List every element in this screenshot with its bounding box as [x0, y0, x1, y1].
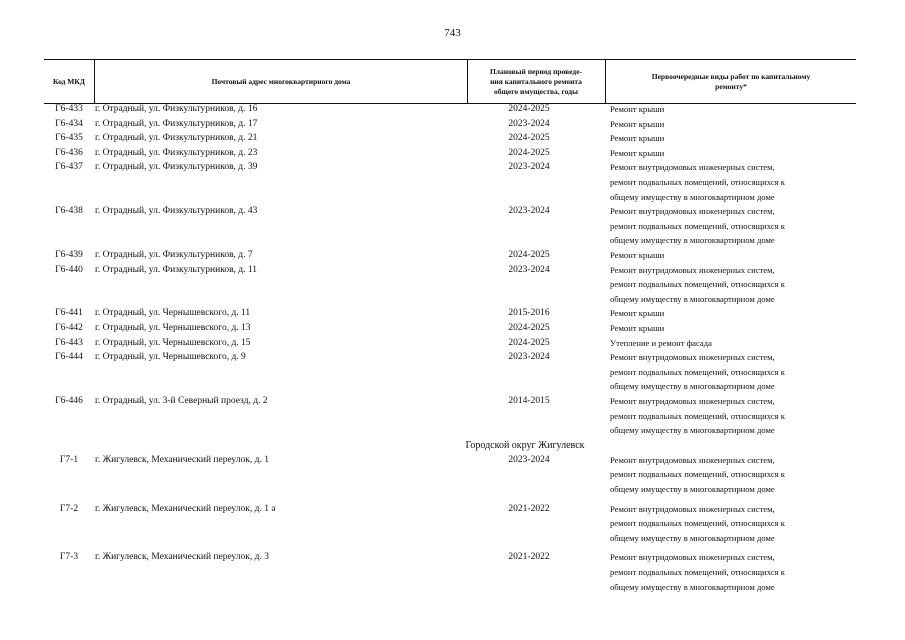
- works-line: Ремонт крыши: [610, 118, 665, 129]
- cell-code: Г6-441: [55, 308, 83, 319]
- table-row: [44, 146, 856, 161]
- works-line: ремонт подвальных помещений, относящихся к: [610, 410, 785, 421]
- works-line: Ремонт крыши: [610, 322, 665, 333]
- row-group-otradny: [44, 102, 856, 438]
- cell-period: 2024-2025: [508, 322, 550, 333]
- cell-period: 2021-2022: [508, 503, 550, 514]
- works-line: Ремонт крыши: [610, 104, 665, 114]
- cell-code: Г6-442: [55, 322, 83, 333]
- page-number: 743: [444, 27, 461, 39]
- cell-works: [610, 248, 850, 263]
- cell-period: 2024-2025: [508, 249, 550, 260]
- cell-address: г. Отрадный, ул. Физкультурников, д. 43: [95, 206, 258, 217]
- cell-code: Г6-433: [55, 104, 83, 114]
- header-period-line: общего имущества, годы: [494, 86, 578, 96]
- cell-period: 2023-2024: [508, 264, 550, 275]
- cell-period: 2021-2022: [508, 552, 550, 563]
- cell-address: г. Отрадный, ул. Чернышевского, д. 9: [95, 352, 246, 363]
- works-line: общему имуществу в многоквартирном доме: [610, 235, 775, 246]
- cell-address: г. Отрадный, ул. Физкультурников, д. 23: [95, 147, 258, 158]
- cell-address: г. Отрадный, ул. 3-й Северный проезд, д. 2: [95, 395, 268, 406]
- header-period-line: ния капитального ремонта: [490, 76, 582, 86]
- cell-address: г. Отрадный, ул. Чернышевского, д. 13: [95, 322, 251, 333]
- header-address: Почтовый адрес многоквартирного дома: [211, 76, 351, 86]
- works-line: Утепление и ремонт фасада: [610, 337, 712, 348]
- cell-period: 2023-2024: [508, 454, 550, 465]
- table-row: [44, 102, 856, 117]
- header-period-line: Плановый период проведе-: [489, 66, 583, 76]
- works-line: Ремонт внутридомовых инженерных систем,: [610, 552, 775, 563]
- works-line: Ремонт внутридомовых инженерных систем,: [610, 162, 775, 173]
- cell-code: Г6-439: [55, 249, 83, 260]
- works-line: общему имуществу в многоквартирном доме: [610, 381, 775, 392]
- cell-works: [610, 502, 850, 546]
- cell-works: [610, 550, 850, 594]
- works-line: Ремонт внутридомовых инженерных систем,: [610, 395, 775, 406]
- cell-works: [610, 453, 850, 497]
- cell-code: Г6-434: [55, 118, 83, 129]
- works-line: Ремонт крыши: [610, 147, 665, 158]
- cell-address: г. Жигулевск, Механический переулок, д. 1 а: [95, 503, 276, 514]
- cell-period: 2024-2025: [508, 147, 550, 158]
- works-line: общему имуществу в многоквартирном доме: [610, 191, 775, 202]
- table-row: [44, 502, 856, 551]
- cell-code: Г6-446: [55, 395, 83, 406]
- table-row: [44, 263, 856, 307]
- row-group-zhigulevsk: [44, 453, 856, 599]
- section-title: Городской округ Жигулевск: [465, 439, 585, 451]
- works-line: ремонт подвальных помещений, относящихся к: [610, 469, 785, 480]
- table-row: [44, 248, 856, 263]
- works-line: Ремонт внутридомовых инженерных систем,: [610, 264, 775, 275]
- works-line: Ремонт внутридомовых инженерных систем,: [610, 503, 775, 514]
- cell-works: [610, 102, 850, 117]
- cell-code: Г6-443: [55, 337, 83, 348]
- works-line: общему имуществу в многоквартирном доме: [610, 425, 775, 436]
- header-works: [606, 60, 856, 103]
- cell-works: [610, 117, 850, 132]
- works-line: ремонт подвальных помещений, относящихся к: [610, 366, 785, 377]
- header-code: Код МКД: [53, 76, 85, 86]
- table-row: [44, 306, 856, 321]
- cell-period: 2024-2025: [508, 104, 550, 114]
- cell-code: Г6-435: [55, 133, 83, 144]
- table-body: [44, 102, 856, 599]
- works-line: Ремонт крыши: [610, 133, 665, 144]
- works-line: ремонт подвальных помещений, относящихся к: [610, 220, 785, 231]
- table-row: [44, 550, 856, 599]
- cell-period: 2024-2025: [508, 133, 550, 144]
- cell-works: [610, 131, 850, 146]
- cell-period: 2015-2016: [508, 308, 550, 319]
- works-line: общему имуществу в многоквартирном доме: [610, 293, 775, 304]
- cell-period: 2023-2024: [508, 162, 550, 173]
- cell-works: [610, 321, 850, 336]
- cell-period: 2023-2024: [508, 206, 550, 217]
- works-line: ремонт подвальных помещений, относящихся к: [610, 279, 785, 290]
- cell-period: 2023-2024: [508, 118, 550, 129]
- works-line: Ремонт крыши: [610, 308, 665, 319]
- table-row: [44, 160, 856, 204]
- table-row: [44, 350, 856, 394]
- cell-works: [610, 146, 850, 161]
- cell-code: Г6-440: [55, 264, 83, 275]
- header-works-line: Первоочередные виды работ по капитальному: [651, 71, 811, 81]
- works-line: Ремонт внутридомовых инженерных систем,: [610, 352, 775, 363]
- cell-code: Г6-437: [55, 162, 83, 173]
- cell-code: Г6-436: [55, 147, 83, 158]
- cell-code: Г7-1: [59, 454, 79, 465]
- cell-code: Г6-444: [55, 352, 83, 363]
- cell-works: [610, 306, 850, 321]
- header-works-line: ремонту*: [715, 81, 747, 91]
- cell-period: 2014-2015: [508, 395, 550, 406]
- cell-works: [610, 350, 850, 394]
- table-row: [44, 321, 856, 336]
- works-line: общему имуществу в многоквартирном доме: [610, 581, 775, 592]
- table-row: [44, 117, 856, 132]
- works-line: Ремонт внутридомовых инженерных систем,: [610, 454, 775, 465]
- cell-address: г. Отрадный, ул. Физкультурников, д. 39: [95, 162, 258, 173]
- cell-code: Г7-3: [59, 552, 79, 563]
- cell-works: [610, 336, 850, 351]
- header-period: [468, 60, 604, 103]
- cell-address: г. Отрадный, ул. Чернышевского, д. 15: [95, 337, 251, 348]
- works-line: ремонт подвальных помещений, относящихся к: [610, 518, 785, 529]
- cell-period: 2023-2024: [508, 352, 550, 363]
- cell-works: [610, 160, 850, 204]
- table-row: [44, 131, 856, 146]
- table-row: [44, 394, 856, 438]
- table-header: [44, 59, 856, 104]
- cell-address: г. Отрадный, ул. Физкультурников, д. 16: [95, 104, 258, 114]
- cell-address: г. Отрадный, ул. Физкультурников, д. 21: [95, 133, 258, 144]
- cell-address: г. Жигулевск, Механический переулок, д. 1: [95, 454, 269, 465]
- section-title-row: [44, 438, 856, 453]
- table-row: [44, 453, 856, 502]
- works-line: Ремонт внутридомовых инженерных систем,: [610, 206, 775, 217]
- cell-address: г. Отрадный, ул. Физкультурников, д. 7: [95, 249, 253, 260]
- works-line: ремонт подвальных помещений, относящихся к: [610, 566, 785, 577]
- cell-works: [610, 263, 850, 307]
- table-row: [44, 336, 856, 351]
- cell-works: [610, 394, 850, 438]
- cell-works: [610, 204, 850, 248]
- cell-address: г. Жигулевск, Механический переулок, д. 3: [95, 552, 269, 563]
- cell-address: г. Отрадный, ул. Чернышевского, д. 11: [95, 308, 251, 319]
- cell-address: г. Отрадный, ул. Физкультурников, д. 11: [95, 264, 258, 275]
- cell-code: Г6-438: [55, 206, 83, 217]
- table-row: [44, 204, 856, 248]
- works-line: ремонт подвальных помещений, относящихся к: [610, 176, 785, 187]
- works-line: общему имуществу в многоквартирном доме: [610, 483, 775, 494]
- cell-code: Г7-2: [59, 503, 79, 514]
- works-line: Ремонт крыши: [610, 249, 665, 260]
- cell-address: г. Отрадный, ул. Физкультурников, д. 17: [95, 118, 258, 129]
- cell-period: 2024-2025: [508, 337, 550, 348]
- works-line: общему имуществу в многоквартирном доме: [610, 532, 775, 543]
